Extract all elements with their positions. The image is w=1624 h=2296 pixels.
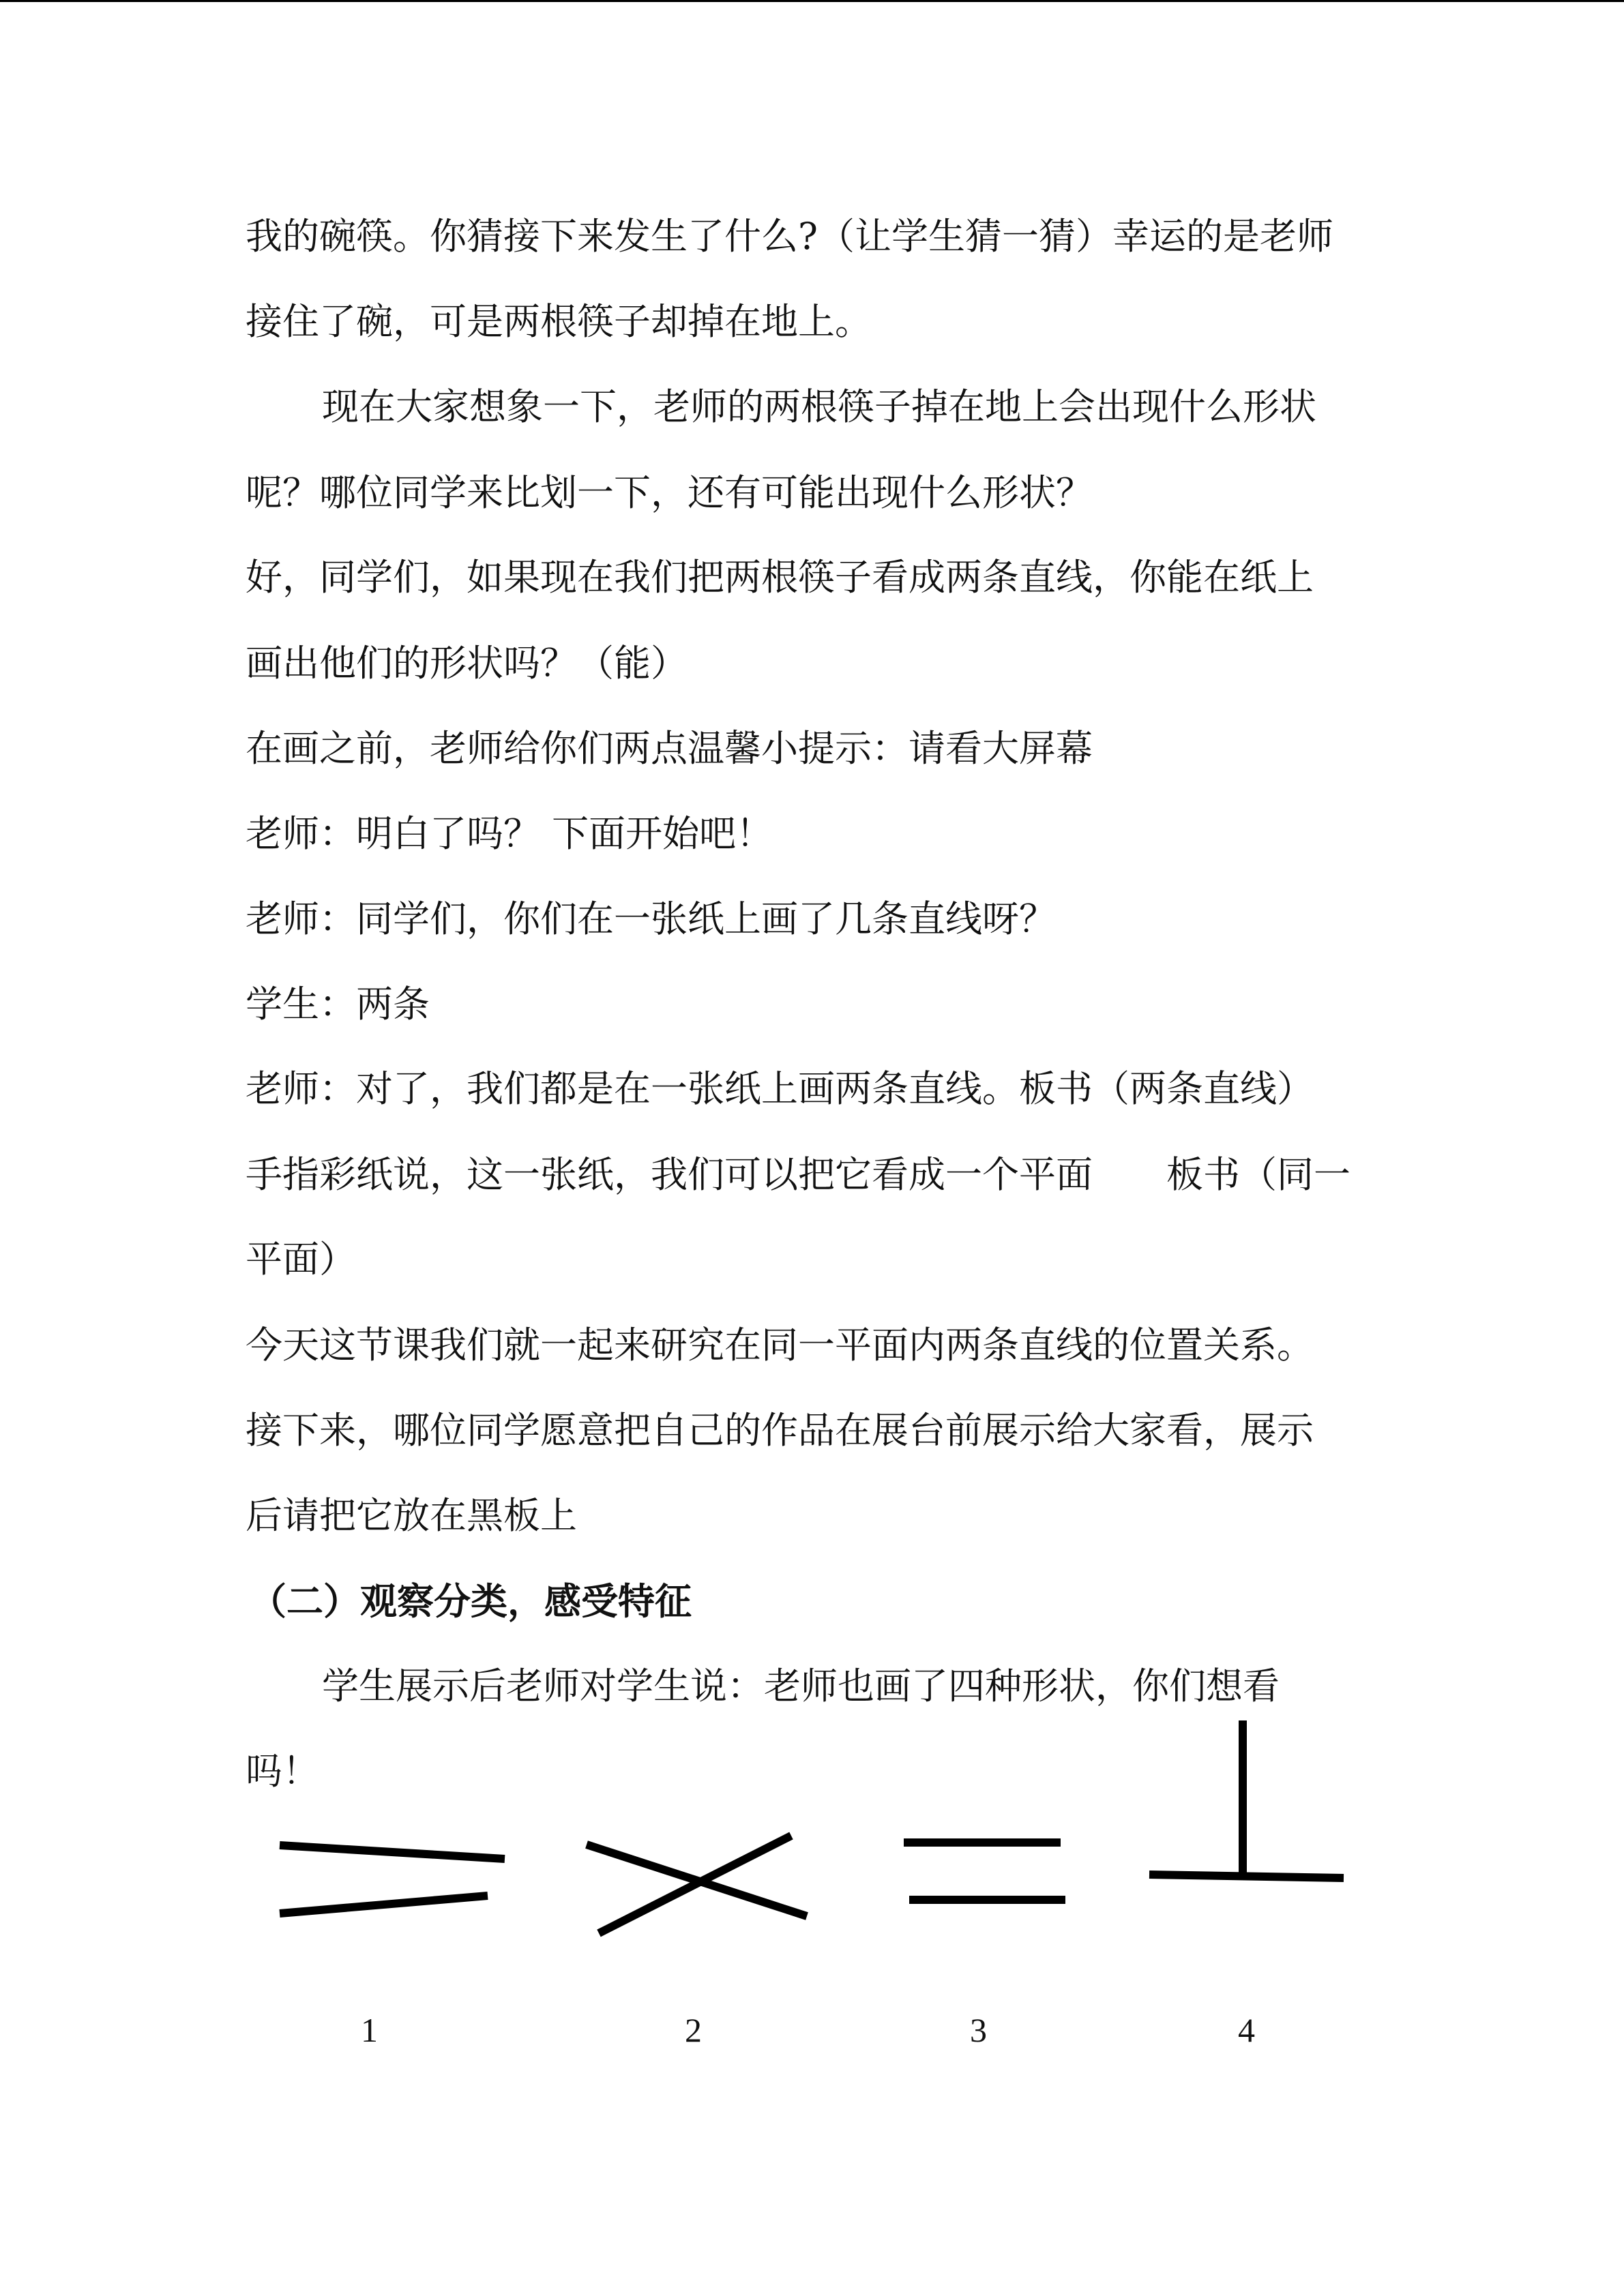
text-line-5: 好，同学们，如果现在我们把两根筷子看成两条直线，你能在纸上 [246, 556, 1314, 599]
text-line-4: 呢？哪位同学来比划一下，还有可能出现什么形状？ [246, 471, 1093, 514]
text-line-15: 接下来，哪位同学愿意把自己的作品在展台前展示给大家看，展示 [246, 1409, 1314, 1452]
text-line-8: 老师：明白了吗？ 下面开始吧！ [246, 812, 773, 855]
text-line-10: 学生：两条 [246, 983, 430, 1026]
figure-label-1: 1 [361, 2011, 378, 2049]
text-line-7: 在画之前，老师给你们两点温馨小提示：请看大屏幕 [246, 727, 1093, 770]
text-line-1: 我的碗筷。你猜接下来发生了什么?（让学生猜一猜）幸运的是老师 [246, 215, 1333, 258]
two-lines-figure [0, 1705, 1624, 2087]
figure-label-4: 4 [1238, 2011, 1255, 2049]
text-line-12: 手指彩纸说，这一张纸，我们可以把它看成一个平面 板书（同一 [246, 1153, 1350, 1196]
figure-label-3: 3 [970, 2011, 987, 2049]
text-line-11: 老师：对了，我们都是在一张纸上画两条直线。板书（两条直线） [246, 1067, 1314, 1110]
text-line-14: 今天这节课我们就一起来研究在同一平面内两条直线的位置关系。 [246, 1324, 1314, 1367]
text-line-13: 平面） [246, 1238, 356, 1281]
figure-label-2: 2 [685, 2011, 702, 2049]
shape-1-converging-lines [280, 1845, 505, 1913]
text-line-9: 老师：同学们，你们在一张纸上画了几条直线呀？ [246, 897, 1056, 940]
text-line-2: 接住了碗，可是两根筷子却掉在地上。 [246, 300, 872, 343]
para2-line-1: 学生展示后老师对学生说：老师也画了四种形状，你们想看 [322, 1665, 1280, 1708]
section-heading: （二）观察分类，感受特征 [250, 1579, 692, 1623]
para2-line-2: 吗！ [246, 1750, 319, 1793]
page-top-border [0, 0, 1624, 2]
text-line-6: 画出他们的形状吗？（能） [246, 642, 688, 685]
shape-3-parallel-lines [904, 1843, 1065, 1900]
shape-2-intersecting-lines [587, 1836, 807, 1933]
text-line-16: 后请把它放在黑板上 [246, 1494, 577, 1537]
shape-4-perpendicular-lines [1149, 1720, 1344, 1878]
text-line-3: 现在大家想象一下，老师的两根筷子掉在地上会出现什么形状 [322, 385, 1316, 428]
